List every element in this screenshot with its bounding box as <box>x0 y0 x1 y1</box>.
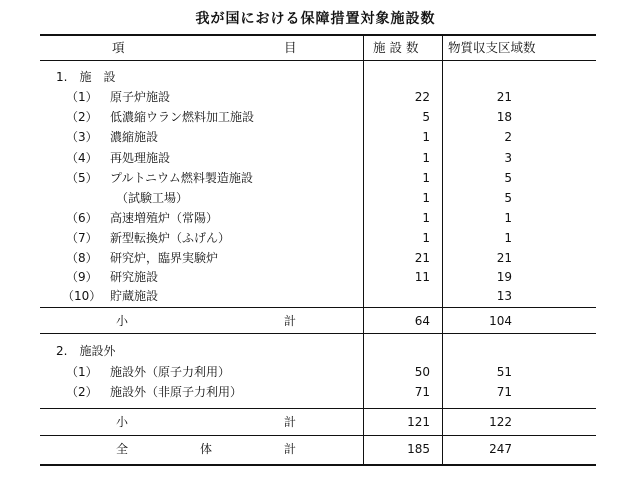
header-mba-count: 物質収支区域数 <box>448 40 536 55</box>
row-name: 濃縮施設 <box>110 130 159 144</box>
subtotal-mba: 122 <box>489 415 512 429</box>
row-number: （9） <box>66 270 98 284</box>
total-label-3: 計 <box>284 442 297 456</box>
row-name: 施設外（非原子力利用） <box>110 385 243 399</box>
row-mba: 1 <box>504 211 512 225</box>
rule-sub2-top <box>40 408 596 409</box>
subtotal-facilities: 64 <box>414 314 430 328</box>
row-facilities: 5 <box>422 110 430 124</box>
row-number: （1） <box>66 90 98 104</box>
row-mba: 3 <box>504 151 512 165</box>
col-divider-2 <box>442 34 443 466</box>
row-facilities: 71 <box>414 385 430 399</box>
row-number: （3） <box>66 130 98 144</box>
row-number: （2） <box>66 385 98 399</box>
row-mba: 13 <box>496 289 512 303</box>
row-number: （1） <box>66 365 98 379</box>
row-number: （8） <box>66 251 98 265</box>
row-number: （2） <box>66 110 98 124</box>
row-name: プルトニウム燃料製造施設 <box>110 171 253 185</box>
row-facilities: 1 <box>422 151 430 165</box>
row-facilities: 22 <box>414 90 430 104</box>
row-number: （10） <box>62 289 102 303</box>
row-name: 新型転換炉（ふげん） <box>110 231 231 245</box>
row-mba: 5 <box>504 171 512 185</box>
rule-header-bottom <box>40 60 596 61</box>
subtotal-mba: 104 <box>489 314 512 328</box>
subtotal-label-left: 小 <box>116 415 129 429</box>
subtotal-label-right: 計 <box>284 415 297 429</box>
row-name: 貯蔵施設 <box>110 289 159 303</box>
row-name: 研究炉，臨界実験炉 <box>110 251 219 265</box>
total-label-2: 体 <box>200 442 213 456</box>
row-number: （5） <box>66 171 98 185</box>
row-facilities: 1 <box>422 191 430 205</box>
row-facilities: 1 <box>422 231 430 245</box>
row-name: （試験工場） <box>116 191 189 205</box>
row-facilities: 11 <box>414 270 430 284</box>
row-mba: 21 <box>496 251 512 265</box>
row-name: 再処理施設 <box>110 151 171 165</box>
facility-table <box>40 34 596 466</box>
row-mba: 71 <box>496 385 512 399</box>
col-divider-1 <box>363 34 364 466</box>
total-mba: 247 <box>489 442 512 456</box>
rule-sub1-bottom <box>40 333 596 334</box>
row-facilities: 1 <box>422 211 430 225</box>
section1-label: 1. 施 設 <box>56 70 116 84</box>
row-name: 研究施設 <box>110 270 159 284</box>
subtotal-facilities: 121 <box>407 415 430 429</box>
rule-total-top <box>40 435 596 436</box>
header-item-left: 項 <box>112 40 125 55</box>
section2-label: 2. 施設外 <box>56 344 116 358</box>
row-number: （4） <box>66 151 98 165</box>
row-facilities: 50 <box>414 365 430 379</box>
row-number: （7） <box>66 231 98 245</box>
rule-sub1-top <box>40 307 596 308</box>
row-mba: 19 <box>496 270 512 284</box>
header-facility-count: 施 設 数 <box>373 40 419 55</box>
row-facilities: 21 <box>414 251 430 265</box>
row-mba: 21 <box>496 90 512 104</box>
row-mba: 18 <box>496 110 512 124</box>
row-name: 施設外（原子力利用） <box>110 365 231 379</box>
row-facilities: 1 <box>422 171 430 185</box>
header-item-right: 目 <box>284 40 297 55</box>
rule-top <box>40 34 596 36</box>
subtotal-label-right: 計 <box>284 314 297 328</box>
row-name: 低濃縮ウラン燃料加工施設 <box>110 110 255 124</box>
table-title: 我が国における保障措置対象施設数 <box>195 11 436 27</box>
subtotal-label-left: 小 <box>116 314 129 328</box>
rule-bottom <box>40 464 596 466</box>
row-number: （6） <box>66 211 98 225</box>
row-mba: 51 <box>496 365 512 379</box>
row-name: 原子炉施設 <box>110 90 171 104</box>
row-facilities: 1 <box>422 130 430 144</box>
row-mba: 5 <box>504 191 512 205</box>
total-label-1: 全 <box>116 442 129 456</box>
row-mba: 1 <box>504 231 512 245</box>
row-mba: 2 <box>504 130 512 144</box>
total-facilities: 185 <box>407 442 430 456</box>
row-name: 高速増殖炉（常陽） <box>110 211 219 225</box>
